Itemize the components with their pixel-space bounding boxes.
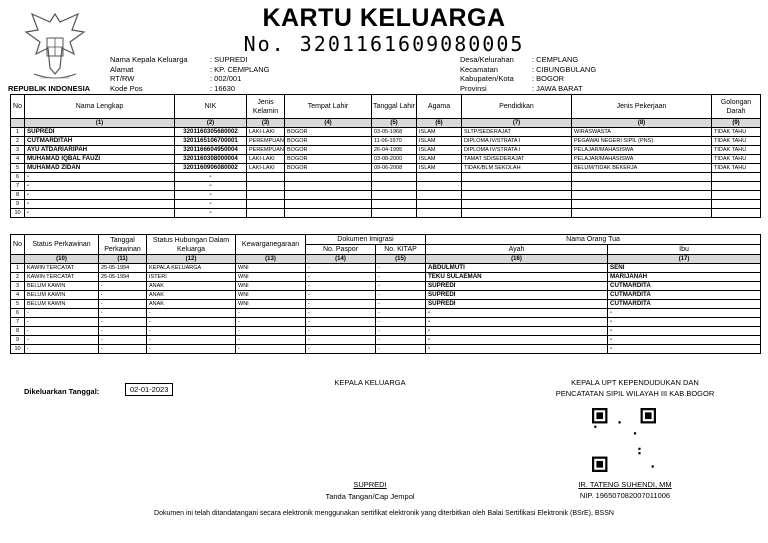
table-cell: ANAK (147, 291, 236, 300)
column-number: (6) (417, 119, 462, 128)
table-cell (285, 182, 372, 191)
table-cell (712, 200, 761, 209)
column-number: (4) (285, 119, 372, 128)
table-cell: ISTERI (147, 273, 236, 282)
table-cell: TIDAK TAHU (712, 128, 761, 137)
table-row (11, 309, 761, 318)
table-cell: SUPREDI (25, 128, 175, 137)
table-cell: - (236, 336, 306, 345)
table-cell: CUTMARDITA (608, 291, 761, 300)
header-province: Provinsi : JAWA BARAT (460, 83, 583, 93)
table-cell (572, 200, 712, 209)
table-cell: KAWIN TERCATAT (25, 273, 99, 282)
table-cell: LAKI-LAKI (247, 155, 285, 164)
table-cell: - (25, 327, 99, 336)
table-cell: ABDULMUTI (426, 264, 608, 273)
table-cell: - (99, 345, 147, 354)
table-cell: 3201160305680002 (175, 128, 247, 137)
col-header-status-perkawinan: Status Perkawinan (25, 235, 99, 255)
header-postal-code: Kode Pos : 16630 (110, 83, 236, 93)
table-cell: - (426, 345, 608, 354)
issued-date-label: Dikeluarkan Tanggal: (24, 387, 100, 396)
table-cell: WNI (236, 282, 306, 291)
table-row (11, 300, 761, 309)
table-cell (417, 182, 462, 191)
table-cell: CUTMARDITA (608, 300, 761, 309)
table-cell: ANAK (147, 300, 236, 309)
table-cell: - (99, 300, 147, 309)
table-cell (572, 182, 712, 191)
table-cell: 10 (11, 209, 25, 218)
table-cell: - (306, 336, 376, 345)
table-row (11, 191, 761, 200)
table-cell: 25-05-1994 (99, 273, 147, 282)
table-row (11, 146, 761, 155)
table-cell: PEREMPUAN (247, 146, 285, 155)
official-title-line1: KEPALA UPT KEPENDUDUKAN DAN (571, 378, 699, 387)
column-number: (8) (572, 119, 712, 128)
table-cell: - (236, 309, 306, 318)
column-number: (9) (712, 119, 761, 128)
col-header-ibu: Ibu (608, 245, 761, 255)
table-cell: - (25, 336, 99, 345)
header-head-of-family: Nama Kepala Keluarga : SUPREDI (110, 55, 248, 64)
table-cell (285, 191, 372, 200)
table-cell: LAKI-LAKI (247, 164, 285, 173)
table-cell: 4 (11, 155, 25, 164)
table-cell: MARIJANAH (608, 273, 761, 282)
table-cell: MUHAMAD ZIDAN (25, 164, 175, 173)
table-cell: - (147, 336, 236, 345)
table-cell: - (147, 327, 236, 336)
col-header-nama-orang-tua: Nama Orang Tua (426, 235, 761, 245)
table-cell: - (147, 309, 236, 318)
table-row (11, 182, 761, 191)
table-cell: 3201160308000004 (175, 155, 247, 164)
official-name: IR. TATENG SUHENDI, MM (578, 480, 672, 489)
table-cell: - (25, 191, 175, 200)
table-cell: 1 (11, 264, 25, 273)
table-row (11, 318, 761, 327)
table-cell (247, 182, 285, 191)
table-cell: 5 (11, 300, 25, 309)
table-cell (372, 209, 417, 218)
column-number: (17) (608, 255, 761, 264)
table-cell (712, 191, 761, 200)
table-cell: - (25, 309, 99, 318)
table-cell: 3201160906080002 (175, 164, 247, 173)
table-cell: KEPALA KELUARGA (147, 264, 236, 273)
table-cell (417, 200, 462, 209)
table-cell (462, 182, 572, 191)
table-row (11, 273, 761, 282)
table-cell: DIPLOMA IV/STRATA I (462, 137, 572, 146)
table-cell: - (175, 191, 247, 200)
table-cell (417, 209, 462, 218)
table-cell: - (25, 182, 175, 191)
column-number: (11) (99, 255, 147, 264)
table-row (11, 264, 761, 273)
table-cell: ISLAM (417, 155, 462, 164)
table-cell: WNI (236, 291, 306, 300)
table-cell: 7 (11, 318, 25, 327)
header-regency: Kabupaten/Kota : BOGOR (460, 74, 565, 83)
table-cell: 3 (11, 282, 25, 291)
table-row (11, 282, 761, 291)
table-cell: - (175, 182, 247, 191)
table-cell: - (608, 318, 761, 327)
table-cell: - (25, 345, 99, 354)
table-cell: 11-06-1970 (372, 137, 417, 146)
table-cell: 4 (11, 291, 25, 300)
table-cell: - (236, 345, 306, 354)
header-left (110, 55, 269, 93)
table-cell: 2 (11, 273, 25, 282)
table-cell: - (99, 291, 147, 300)
col-header-nik: NIK (175, 95, 247, 119)
table-cell (462, 191, 572, 200)
table-cell: 10 (11, 345, 25, 354)
table-cell: 8 (11, 191, 25, 200)
table-cell: WNI (236, 300, 306, 309)
table-cell: CUTMARDITAH (25, 137, 175, 146)
table-cell: 7 (11, 182, 25, 191)
table-cell (572, 209, 712, 218)
table-cell: PELAJAR/MAHASISWA (572, 155, 712, 164)
header-village: Desa/Kelurahan : CEMPLANG (460, 55, 579, 64)
family-members-table (10, 94, 761, 218)
table-cell: 8 (11, 327, 25, 336)
table-cell: TIDAK TAHU (712, 155, 761, 164)
table-cell: - (306, 300, 376, 309)
table-row (11, 155, 761, 164)
col-header-pendidikan: Pendidikan (462, 95, 572, 119)
table-row (11, 345, 761, 354)
table-cell: 6 (11, 173, 25, 182)
table-cell: 2 (11, 137, 25, 146)
table-row (11, 291, 761, 300)
table-cell: ISLAM (417, 164, 462, 173)
table-cell: BOGOR (285, 128, 372, 137)
col-header-paspor: No. Paspor (306, 245, 376, 255)
header-rt-rw: RT/RW : 002/001 (110, 74, 242, 83)
table-cell: - (99, 318, 147, 327)
table-cell: TAMAT SD/SEDERAJAT (462, 155, 572, 164)
table-cell: 03-08-2000 (372, 155, 417, 164)
family-head-sign-note: Tanda Tangan/Cap Jempol (325, 492, 415, 501)
table2-column-number-row (11, 255, 761, 264)
col-header-dokumen-imigrasi: Dokumen Imigrasi (306, 235, 426, 245)
table-cell: SUPREDI (426, 291, 608, 300)
table-cell: WIRASWASTA (572, 128, 712, 137)
col-header-tempat-lahir: Tempat Lahir (285, 95, 372, 119)
table-row (11, 164, 761, 173)
issued-date-value: 02-01-2023 (125, 383, 173, 396)
qr-code-icon (592, 408, 656, 472)
table-cell: - (608, 336, 761, 345)
table-cell: - (376, 291, 426, 300)
table-cell: - (175, 173, 247, 182)
table-cell: - (426, 309, 608, 318)
table-cell: - (99, 336, 147, 345)
table-cell: - (306, 345, 376, 354)
table-cell: - (99, 282, 147, 291)
table-cell: - (236, 318, 306, 327)
official-title-line2: PENCATATAN SIPIL WILAYAH III KAB.BOGOR (555, 389, 715, 398)
table-cell: - (306, 273, 376, 282)
table-cell: BOGOR (285, 164, 372, 173)
document-title: KARTU KELUARGA (262, 4, 506, 32)
col-header-golongan-darah: Golongan Darah (712, 95, 761, 119)
col-header-kewarganegaraan: Kewarganegaraan (236, 235, 306, 255)
col-header-hubungan: Status Hubungan Dalam Keluarga (147, 235, 236, 255)
table-cell (247, 209, 285, 218)
table-cell: WNI (236, 264, 306, 273)
table-cell: - (376, 336, 426, 345)
table-cell: ANAK (147, 282, 236, 291)
table-cell: 25-05-1994 (99, 264, 147, 273)
table-cell (247, 191, 285, 200)
table-cell: BELUM/TIDAK BEKERJA (572, 164, 712, 173)
table-cell: SUPREDI (426, 282, 608, 291)
table-cell: - (426, 336, 608, 345)
table-cell: - (25, 200, 175, 209)
table-cell: - (236, 327, 306, 336)
table-cell: - (25, 173, 175, 182)
table-cell: WNI (236, 273, 306, 282)
table-row (11, 128, 761, 137)
table-row (11, 137, 761, 146)
table-cell: 6 (11, 309, 25, 318)
table-cell (247, 173, 285, 182)
col-header-ayah: Ayah (426, 245, 608, 255)
col-header-kitap: No. KITAP (376, 245, 426, 255)
table-cell: - (306, 291, 376, 300)
table-cell: ISLAM (417, 146, 462, 155)
table-cell: TIDAK/BLM SEKOLAH (462, 164, 572, 173)
table-cell: PEGAWAI NEGERI SIPIL (PNS) (572, 137, 712, 146)
table-cell: MUHAMAD IQBAL FAUZI (25, 155, 175, 164)
table-cell: - (376, 327, 426, 336)
column-number (11, 119, 25, 128)
table-cell (372, 200, 417, 209)
table-cell: 03-05-1968 (372, 128, 417, 137)
table-row (11, 200, 761, 209)
table-cell (462, 200, 572, 209)
table-cell: SLTP/SEDERAJAT (462, 128, 572, 137)
table-cell (247, 200, 285, 209)
col-header-agama: Agama (417, 95, 462, 119)
column-number: (12) (147, 255, 236, 264)
col-header-nama: Nama Lengkap (25, 95, 175, 119)
table-row (11, 327, 761, 336)
table-cell: LAKI-LAKI (247, 128, 285, 137)
table-cell: SUPREDI (426, 300, 608, 309)
column-number: (7) (462, 119, 572, 128)
table-cell: - (306, 327, 376, 336)
table-cell: BOGOR (285, 137, 372, 146)
table-cell: - (376, 300, 426, 309)
table-cell: SENI (608, 264, 761, 273)
table-cell: BELUM KAWIN (25, 282, 99, 291)
table-cell: - (147, 318, 236, 327)
table-cell (372, 173, 417, 182)
table-cell (712, 209, 761, 218)
table-cell: - (25, 318, 99, 327)
country-label: REPUBLIK INDONESIA (8, 84, 91, 93)
table2-header-row (11, 235, 761, 245)
table-cell: BOGOR (285, 155, 372, 164)
col-header-jenis-kelamin: Jenis Kelamin (247, 95, 285, 119)
table-cell: - (376, 273, 426, 282)
table-cell: - (175, 209, 247, 218)
column-number: (13) (236, 255, 306, 264)
table-row (11, 173, 761, 182)
table-cell: TEKU SULAEMAN (426, 273, 608, 282)
table-cell: TIDAK TAHU (712, 146, 761, 155)
col-header-pekerjaan: Jenis Pekerjaan (572, 95, 712, 119)
column-number: (14) (306, 255, 376, 264)
official-nip: NIP. 196507082007011006 (579, 491, 671, 500)
table-cell (417, 191, 462, 200)
table-cell: - (306, 282, 376, 291)
table-cell (285, 209, 372, 218)
table-row (11, 209, 761, 218)
table-cell (572, 191, 712, 200)
table-cell: AYU ATDARIARIPAH (25, 146, 175, 155)
table-cell: ISLAM (417, 128, 462, 137)
table-cell (285, 200, 372, 209)
table-cell (285, 173, 372, 182)
table-cell: 3201166604950004 (175, 146, 247, 155)
column-number: (16) (426, 255, 608, 264)
table-cell: BELUM KAWIN (25, 291, 99, 300)
column-number: (5) (372, 119, 417, 128)
col-header-no-2: No (11, 235, 25, 255)
column-number (11, 255, 25, 264)
table1-column-number-row (11, 119, 761, 128)
table-cell: - (426, 318, 608, 327)
table-cell: KAWIN TERCATAT (25, 264, 99, 273)
header-right (460, 55, 596, 93)
table-cell: DIPLOMA IV/STRATA I (462, 146, 572, 155)
table-cell: 9 (11, 200, 25, 209)
table-cell: - (376, 345, 426, 354)
table-cell: - (376, 318, 426, 327)
table-cell: - (25, 209, 175, 218)
family-status-table (10, 234, 761, 354)
table-cell: PEREMPUAN (247, 137, 285, 146)
table1-header-row (11, 95, 761, 119)
table-cell: 5 (11, 164, 25, 173)
table-cell: - (99, 327, 147, 336)
table-cell: 09-06-2008 (372, 164, 417, 173)
col-header-tanggal-perkawinan: Tanggal Perkawinan (99, 235, 147, 255)
table-cell: TIDAK TAHU (712, 137, 761, 146)
table-cell: - (99, 309, 147, 318)
family-head-title: KEPALA KELUARGA (334, 378, 406, 387)
column-number: (2) (175, 119, 247, 128)
table-row (11, 336, 761, 345)
table-cell: - (147, 345, 236, 354)
table-cell: 1 (11, 128, 25, 137)
col-header-no: No (11, 95, 25, 119)
column-number: (3) (247, 119, 285, 128)
table-cell (462, 173, 572, 182)
table-cell: BELUM KAWIN (25, 300, 99, 309)
table-cell: - (426, 327, 608, 336)
table-cell (372, 191, 417, 200)
family-head-name: SUPREDI (353, 480, 387, 489)
table-cell: - (306, 318, 376, 327)
table-cell (417, 173, 462, 182)
header-address: Alamat : KP. CEMPLANG (110, 64, 270, 74)
table-cell (712, 182, 761, 191)
table-cell: - (306, 264, 376, 273)
table-cell: PELAJAR/MAHASISWA (572, 146, 712, 155)
table-cell: TIDAK TAHU (712, 164, 761, 173)
table-cell (712, 173, 761, 182)
e-signature-disclaimer: Dokumen ini telah ditandatangani secara elektronik menggunakan sertifikat elektronik yang diterbitkan oleh Balai Sertifikasi Elektronik (BSrE), BSSN (154, 510, 614, 517)
table-cell: 9 (11, 336, 25, 345)
table-cell: ISLAM (417, 137, 462, 146)
table-cell: - (376, 264, 426, 273)
table-cell: - (608, 327, 761, 336)
column-number: (10) (25, 255, 99, 264)
table-cell (372, 182, 417, 191)
kk-number: No. 3201161609080005 (243, 32, 525, 56)
table-cell: BOGOR (285, 146, 372, 155)
table-cell: - (376, 309, 426, 318)
table-cell: - (608, 309, 761, 318)
column-number: (1) (25, 119, 175, 128)
table-cell (462, 209, 572, 218)
table-cell: - (376, 282, 426, 291)
table-cell: 26-04-1995 (372, 146, 417, 155)
col-header-tanggal-lahir: Tanggal Lahir (372, 95, 417, 119)
table-cell: - (175, 200, 247, 209)
header-district: Kecamatan : CIBUNGBULANG (460, 64, 597, 74)
table-cell: - (306, 309, 376, 318)
table-cell: - (608, 345, 761, 354)
column-number: (15) (376, 255, 426, 264)
table-cell: 3201165106700001 (175, 137, 247, 146)
table-cell: CUTMARDITA (608, 282, 761, 291)
table-cell: 3 (11, 146, 25, 155)
table-cell (572, 173, 712, 182)
